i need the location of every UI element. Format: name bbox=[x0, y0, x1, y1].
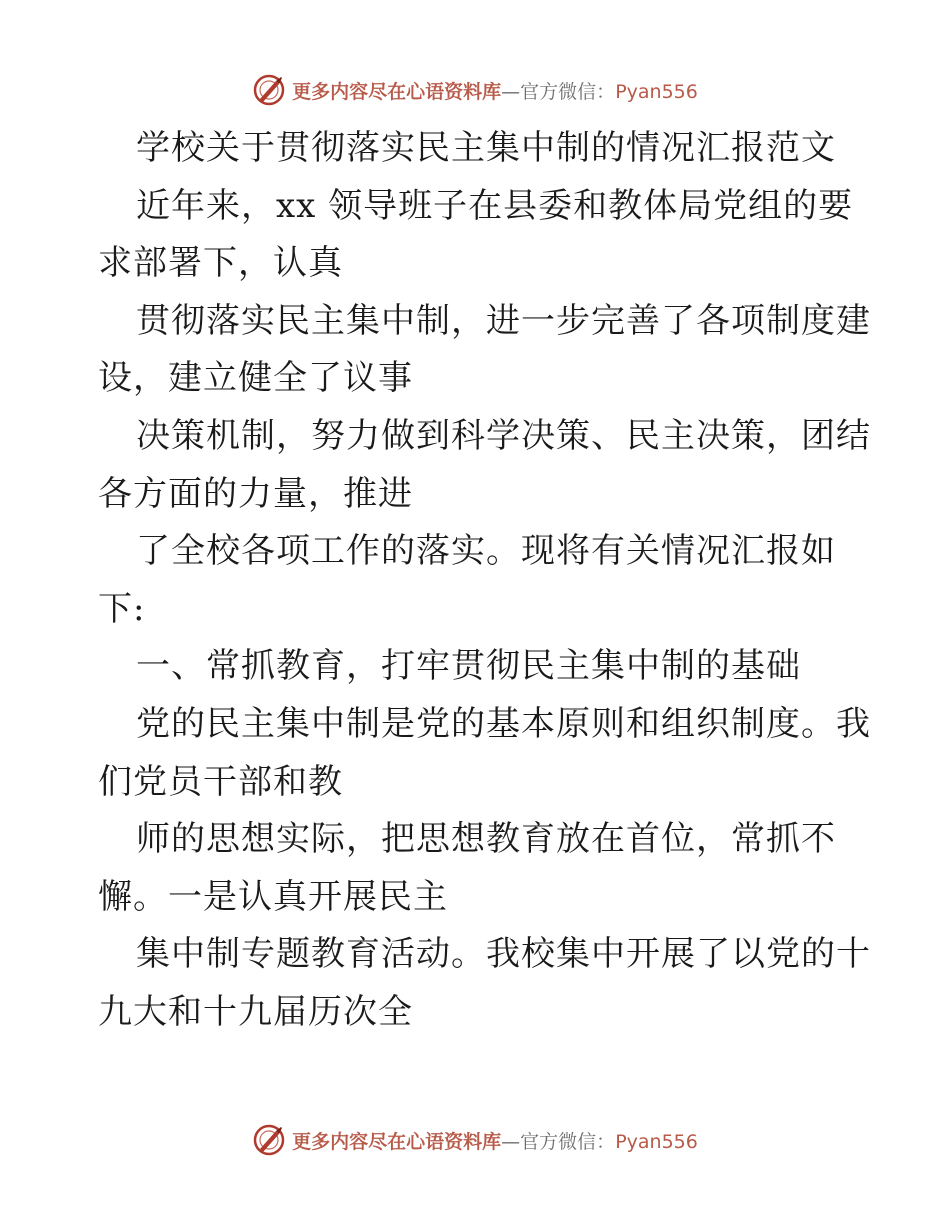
text-line: 集中制专题教育活动。我校集中开展了以党的十 bbox=[136, 934, 871, 975]
text-line: 们党员干部和教 bbox=[98, 761, 343, 802]
pen-logo-icon bbox=[252, 1123, 286, 1157]
text-line: 一、常抓教育，打牢贯彻民主集中制的基础 bbox=[136, 646, 801, 687]
text-line: 师的思想实际，把思想教育放在首位，常抓不 bbox=[136, 819, 836, 860]
document-body bbox=[98, 120, 871, 1042]
text-line: 贯彻落实民主集中制，进一步完善了各项制度建 bbox=[136, 300, 871, 341]
text-line: 九大和十九届历次全 bbox=[98, 991, 413, 1032]
text-line: 决策机制，努力做到科学决策、民主决策，团结 bbox=[136, 415, 871, 456]
text-line: 近年来，xx 领导班子在县委和教体局党组的要 bbox=[136, 185, 854, 226]
footer-watermark-banner bbox=[0, 1120, 950, 1160]
text-line: 求部署下，认真 bbox=[98, 243, 343, 284]
text-line: 各方面的力量，推进 bbox=[98, 473, 413, 514]
header-watermark-banner bbox=[0, 70, 950, 110]
watermark-text: 更多内容尽在心语资料库—官方微信：Pyan556 bbox=[292, 80, 698, 103]
text-line: 设，建立健全了议事 bbox=[98, 358, 413, 399]
text-line: 学校关于贯彻落实民主集中制的情况汇报范文 bbox=[136, 128, 836, 168]
text-line: 懈。一是认真开展民主 bbox=[98, 876, 448, 917]
pen-logo-icon bbox=[252, 73, 286, 107]
text-line: 下: bbox=[98, 588, 146, 629]
text-line: 了全校各项工作的落实。现将有关情况汇报如 bbox=[136, 531, 836, 572]
watermark-text: 更多内容尽在心语资料库—官方微信：Pyan556 bbox=[292, 1130, 698, 1153]
text-line: 党的民主集中制是党的基本原则和组织制度。我 bbox=[136, 703, 871, 744]
